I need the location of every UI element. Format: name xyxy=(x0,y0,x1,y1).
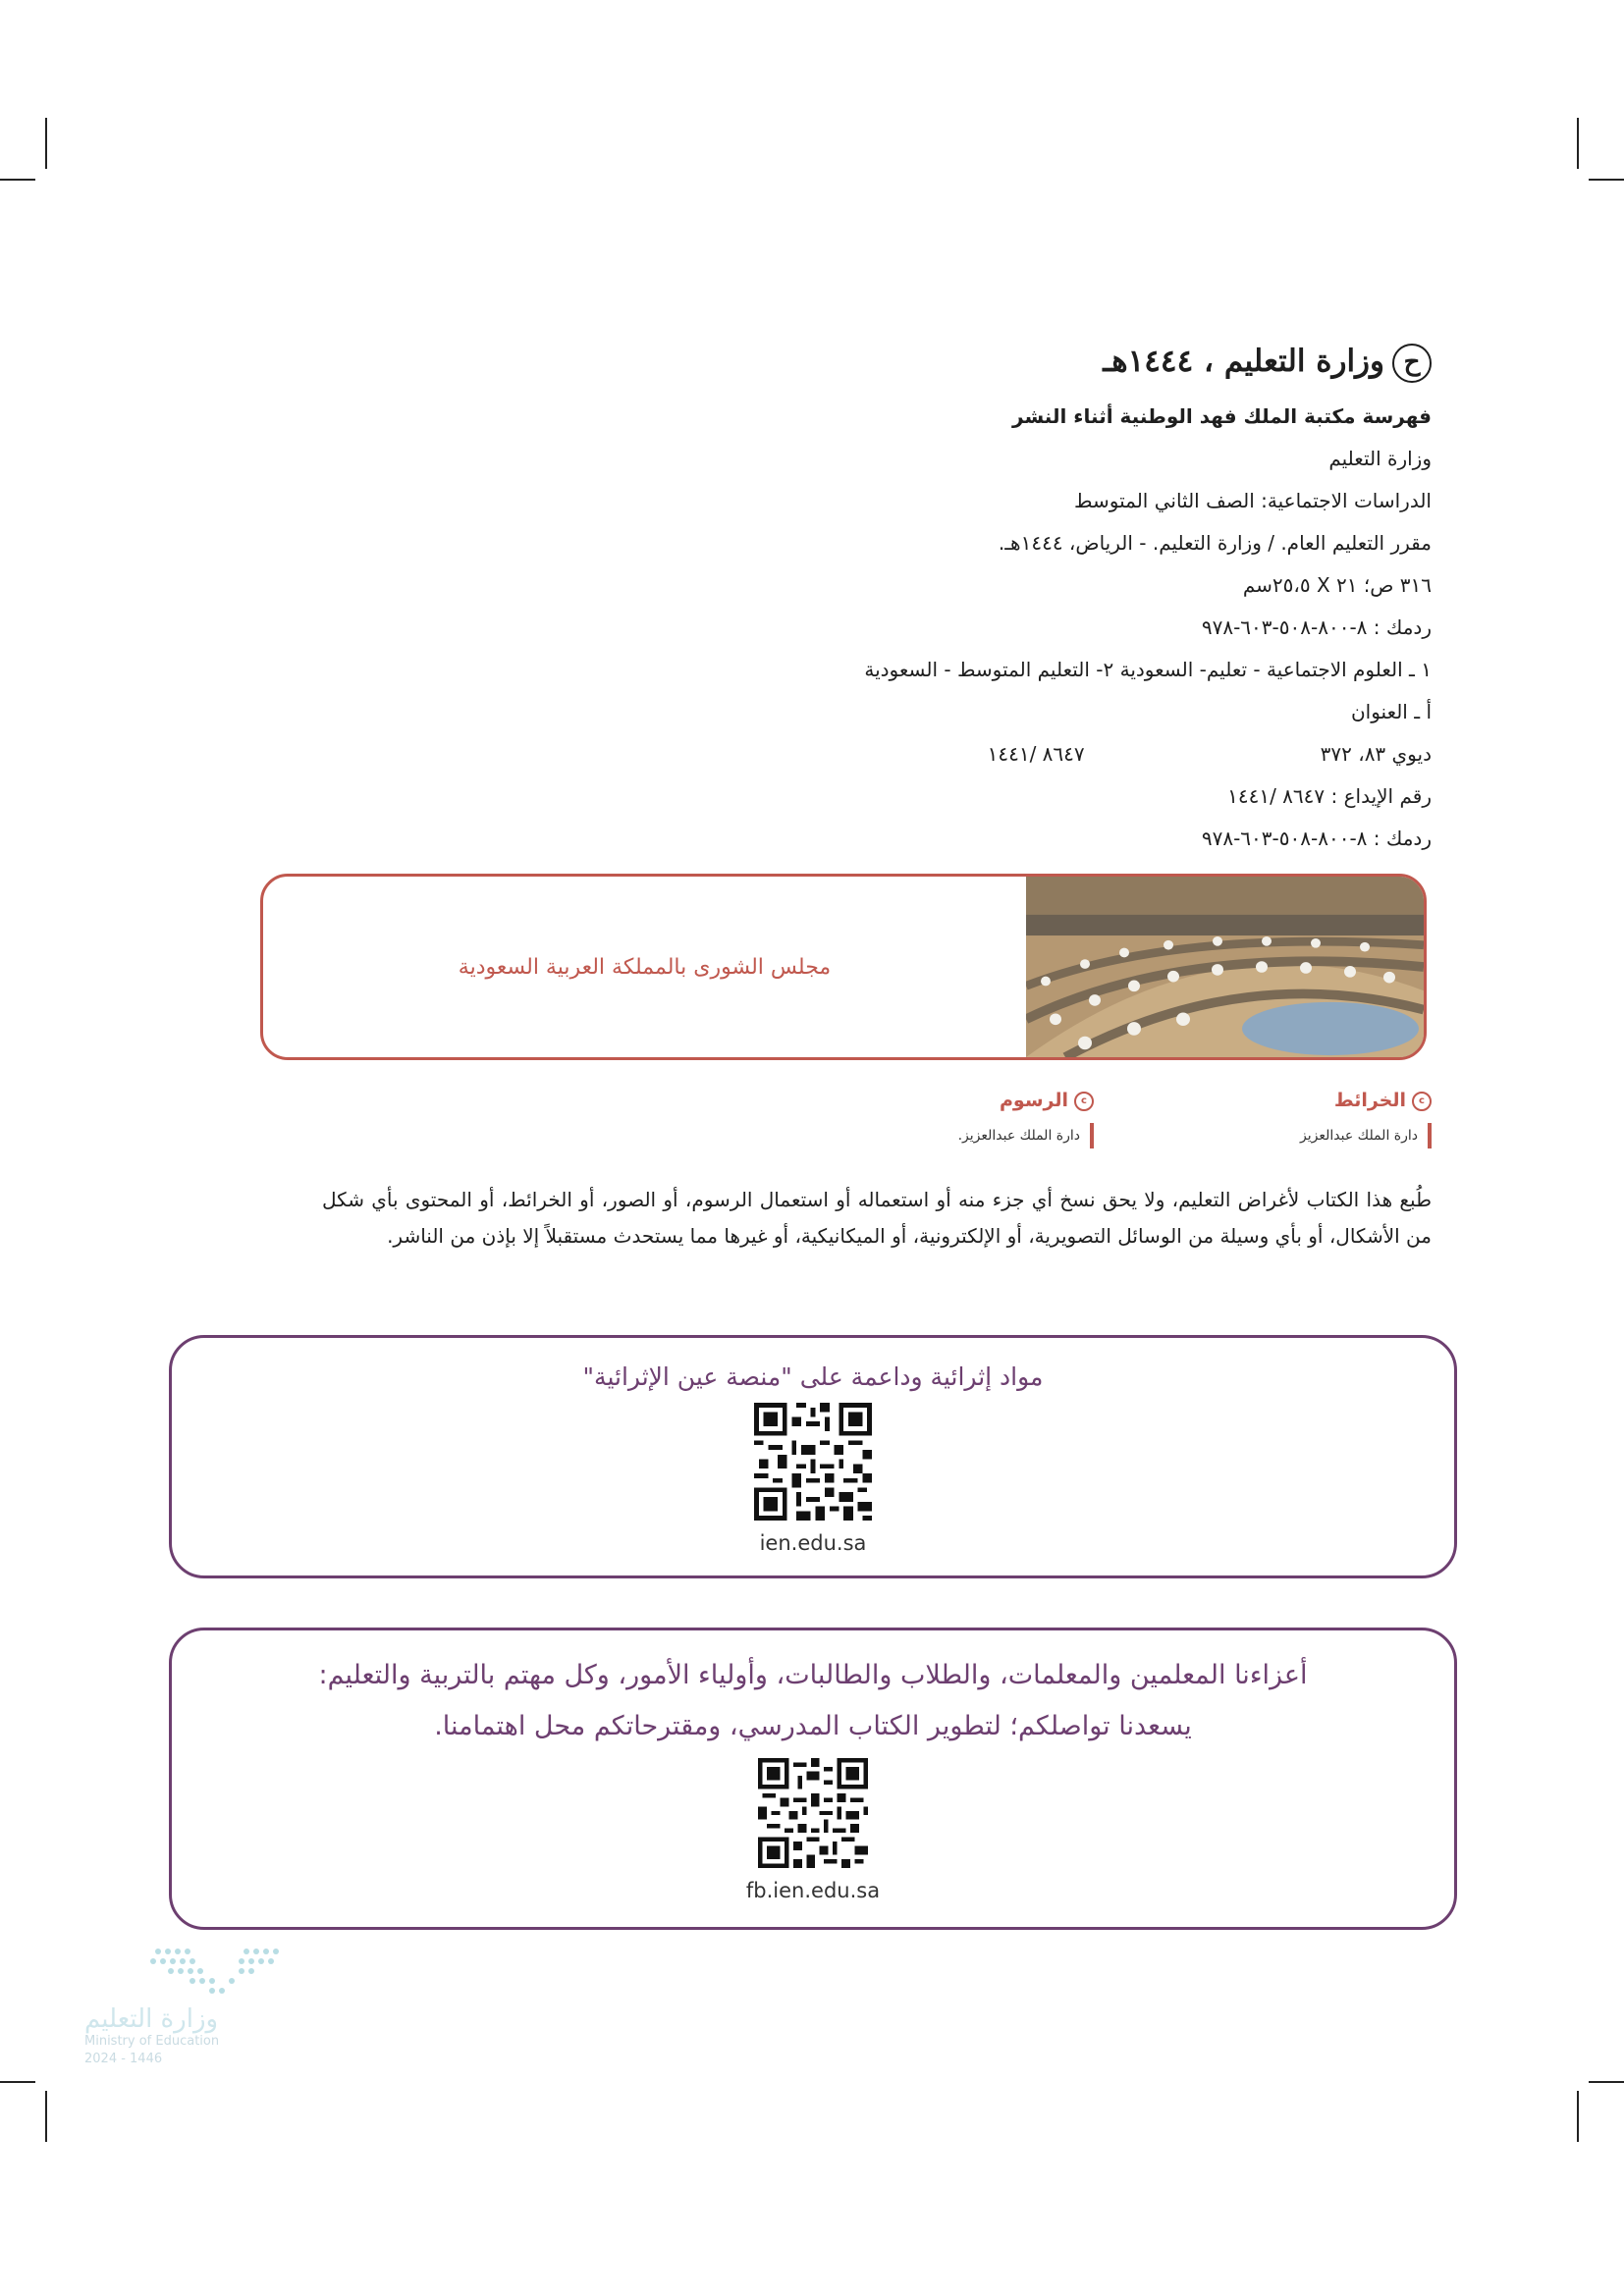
catalog-heading: فهرسة مكتبة الملك فهد الوطنية أثناء النشر xyxy=(1012,404,1432,428)
enrichment-url[interactable]: ien.edu.sa xyxy=(759,1531,867,1555)
catalog-deposit: رقم الإيداع : ٨٦٤٧ /١٤٤١ xyxy=(1227,784,1432,808)
shura-council-photo xyxy=(1026,877,1424,1057)
feedback-line-2: يسعدنا تواصلكم؛ لتطوير الكتاب المدرسي، ومقترحاتكم محل اهتمامنا. xyxy=(434,1711,1192,1741)
ministry-logo-arabic: وزارة التعليم xyxy=(84,2004,219,2034)
credit-maps-source: دارة الملك عبدالعزيز xyxy=(1235,1123,1432,1148)
crop-mark xyxy=(1589,2081,1624,2083)
credit-maps xyxy=(1235,1084,1432,1148)
qr-code-icon[interactable] xyxy=(758,1758,868,1868)
ministry-of-education-logo xyxy=(84,1944,300,2081)
catalog-isbn-2: ردمك : ٨-٨٠٠-٥٠٨-٦٠٣-٩٧٨ xyxy=(1201,827,1432,850)
ministry-logo-dots-icon xyxy=(84,1944,300,2002)
catalog-dewey: ديوي ٨٣، ٣٧٢ xyxy=(1320,742,1432,766)
credit-drawings-title xyxy=(897,1084,1094,1117)
catalog-dewey-row xyxy=(352,733,1432,775)
copyright-line xyxy=(352,337,1432,386)
copyright-icon: c xyxy=(1412,1092,1432,1111)
ministry-logo-english: Ministry of Education xyxy=(84,2034,220,2049)
photo-caption: مجلس الشورى بالمملكة العربية السعودية xyxy=(458,954,832,980)
copyright-icon: c xyxy=(1074,1092,1094,1111)
crop-mark xyxy=(45,2091,47,2142)
credit-drawings-source: دارة الملك عبدالعزيز. xyxy=(897,1123,1094,1148)
catalog-publisher: مقرر التعليم العام. / وزارة التعليم. - الرياض، ١٤٤٤هـ. xyxy=(998,531,1432,555)
enrichment-platform-box xyxy=(169,1335,1457,1578)
credit-maps-label: الخرائط xyxy=(1333,1090,1406,1111)
cataloging-data xyxy=(352,337,1432,860)
credit-maps-title xyxy=(1235,1084,1432,1117)
copyright-disclaimer: طُبع هذا الكتاب لأغراض التعليم، ولا يحق نسخ أي جزء منه أو استعماله أو استعمال الرسوم، أو الصور، أو الخرائط، أو المحتوى بأي شكل من الأشكال، أو بأي وسيلة من الوسائل التصويرية، أو الإلكترونية، أو الميكانيكية، أو غيرها مما يستحدث مستقبلاً إلا بإذن من الناشر. xyxy=(322,1188,1432,1248)
copyright-symbol: ح xyxy=(1392,344,1432,383)
ministry-logo-year: 2024 - 1446 xyxy=(84,2052,163,2066)
crop-mark xyxy=(45,118,47,169)
crop-mark xyxy=(1577,2091,1579,2142)
credit-drawings xyxy=(897,1084,1094,1148)
shura-council-box xyxy=(260,874,1427,1060)
catalog-pages: ٣١٦ ص؛ ٢١ X ٢٥،٥سم xyxy=(1242,573,1432,597)
enrichment-title: مواد إثرائية وداعمة على "منصة عين الإثرائية" xyxy=(582,1362,1044,1391)
crop-mark xyxy=(0,179,35,181)
catalog-title: الدراسات الاجتماعية: الصف الثاني المتوسط xyxy=(1074,489,1432,512)
credit-drawings-label: الرسوم xyxy=(1000,1090,1068,1111)
feedback-line-1: أعزاءنا المعلمين والمعلمات، والطلاب والطالبات، وأولياء الأمور، وكل مهتم بالتربية والتعليم: xyxy=(318,1660,1308,1690)
copyright-text: وزارة التعليم ، ١٤٤٤هـ xyxy=(1103,344,1384,379)
catalog-subjects: ١ ـ العلوم الاجتماعية - تعليم- السعودية ٢- التعليم المتوسط - السعودية xyxy=(864,658,1432,681)
catalog-title-entry: أ ـ العنوان xyxy=(1350,700,1432,723)
crop-mark xyxy=(1589,179,1624,181)
catalog-isbn: ردمك : ٨-٨٠٠-٥٠٨-٦٠٣-٩٧٨ xyxy=(1201,615,1432,639)
catalog-author: وزارة التعليم xyxy=(1328,447,1432,470)
qr-code-icon[interactable] xyxy=(754,1403,872,1521)
crop-mark xyxy=(0,2081,35,2083)
feedback-url[interactable]: fb.ien.edu.sa xyxy=(745,1879,881,1902)
catalog-dewey-number: ٨٦٤٧ /١٤٤١ xyxy=(987,742,1085,766)
feedback-box xyxy=(169,1628,1457,1930)
crop-mark xyxy=(1577,118,1579,169)
